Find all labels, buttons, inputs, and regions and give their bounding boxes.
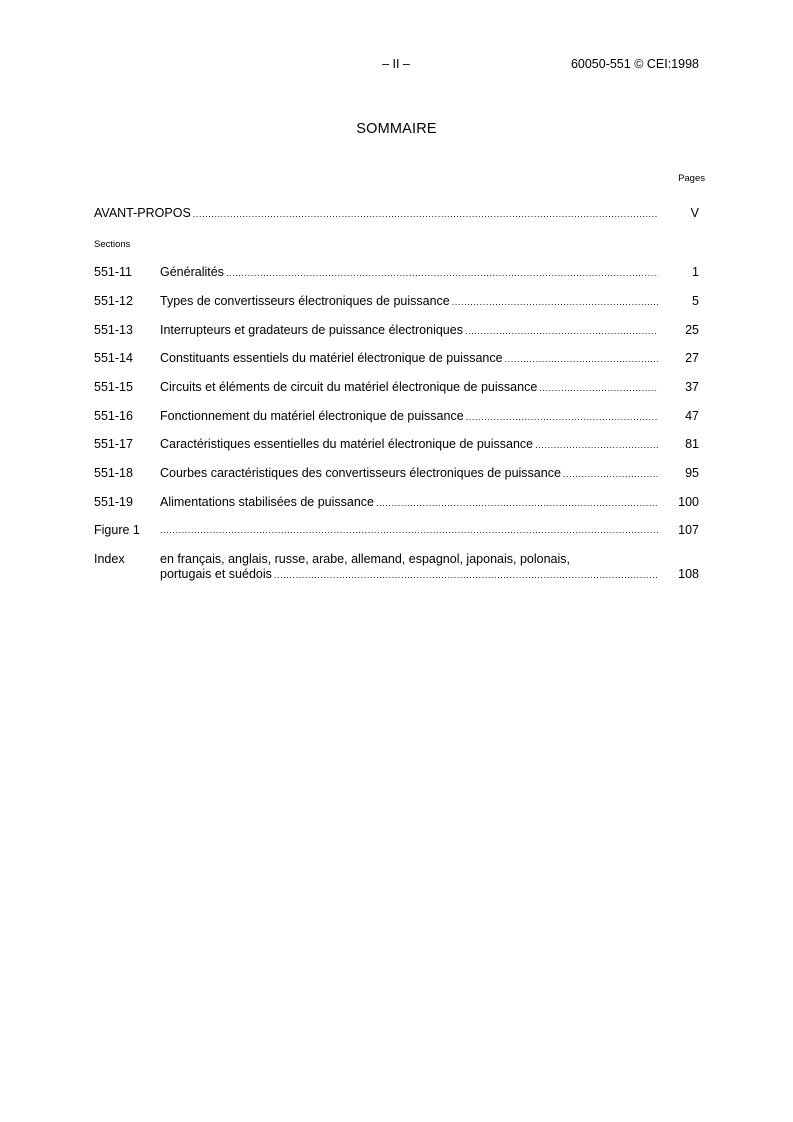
dot-leader [563, 467, 658, 482]
toc-entry-title: Fonctionnement du matériel électronique de puissance [160, 409, 464, 423]
toc-title: SOMMAIRE [356, 121, 437, 137]
toc-entry-title: en français, anglais, russe, arabe, allemand, espagnol, japonais, polonais, [160, 552, 570, 566]
dot-leader [465, 324, 658, 339]
toc-entry-title-continued: portugais et suédois [160, 567, 272, 581]
toc-entry-title: Circuits et éléments de circuit du matériel électronique de puissance [160, 380, 538, 394]
toc-entry-code: 551-11 [94, 265, 132, 279]
dot-leader [539, 381, 658, 396]
toc-entry-page: 25 [685, 323, 699, 337]
dot-leader [505, 352, 658, 367]
toc-entry-title: AVANT-PROPOS [94, 206, 191, 220]
toc-entry-code: 551-12 [94, 294, 133, 308]
toc-entry-page: 108 [678, 567, 699, 581]
toc-entry-code: 551-16 [94, 409, 133, 423]
toc-entry-code: Figure 1 [94, 523, 140, 537]
toc-entry-page: 95 [685, 466, 699, 480]
toc-entry-title: Constituants essentiels du matériel électronique de puissance [160, 351, 503, 365]
toc-entry-page: 27 [685, 351, 699, 365]
toc-entry-title: Généralités [160, 265, 224, 279]
toc-entry-code: Index [94, 552, 125, 566]
toc-entry-page: 37 [685, 380, 699, 394]
dot-leader [452, 295, 658, 310]
toc-entry-page: 1 [692, 265, 699, 279]
dot-leader [466, 410, 658, 425]
toc-entry-page: 100 [678, 495, 699, 509]
toc-entry-code: 551-14 [94, 351, 133, 365]
toc-entry-title: Caractéristiques essentielles du matériel électronique de puissance [160, 437, 534, 451]
document-reference: 60050-551 © CEI:1998 [570, 57, 699, 71]
dot-leader [274, 568, 658, 583]
dot-leader [193, 207, 658, 222]
toc-entry-title: Types de convertisseurs électroniques de puissance [160, 294, 450, 308]
toc-entry-code: 551-15 [94, 380, 133, 394]
toc-entry-title: Interrupteurs et gradateurs de puissance électroniques [160, 323, 463, 337]
toc-entry-title: Courbes caractéristiques des convertisseurs électroniques de puissance [160, 466, 561, 480]
toc-entry-page: 5 [692, 294, 699, 308]
toc-entry-title: Alimentations stabilisées de puissance [160, 495, 375, 509]
toc-entry-page: 81 [685, 437, 699, 451]
dot-leader [535, 438, 658, 453]
toc-entry-code: 551-17 [94, 437, 133, 451]
toc-entry-page: 47 [685, 409, 699, 423]
toc-entry-page: V [690, 206, 699, 220]
toc-entry-page: 107 [678, 523, 699, 537]
dot-leader [160, 523, 658, 538]
toc-entry-code: 551-19 [94, 495, 133, 509]
dot-leader [226, 266, 658, 281]
page-number: – II – [382, 57, 410, 71]
toc-entry-code: 551-13 [94, 323, 133, 337]
toc-entry-code: 551-18 [94, 466, 133, 480]
pages-column-label: Pages [678, 173, 705, 184]
sections-label: Sections [94, 239, 131, 250]
dot-leader [376, 496, 658, 511]
